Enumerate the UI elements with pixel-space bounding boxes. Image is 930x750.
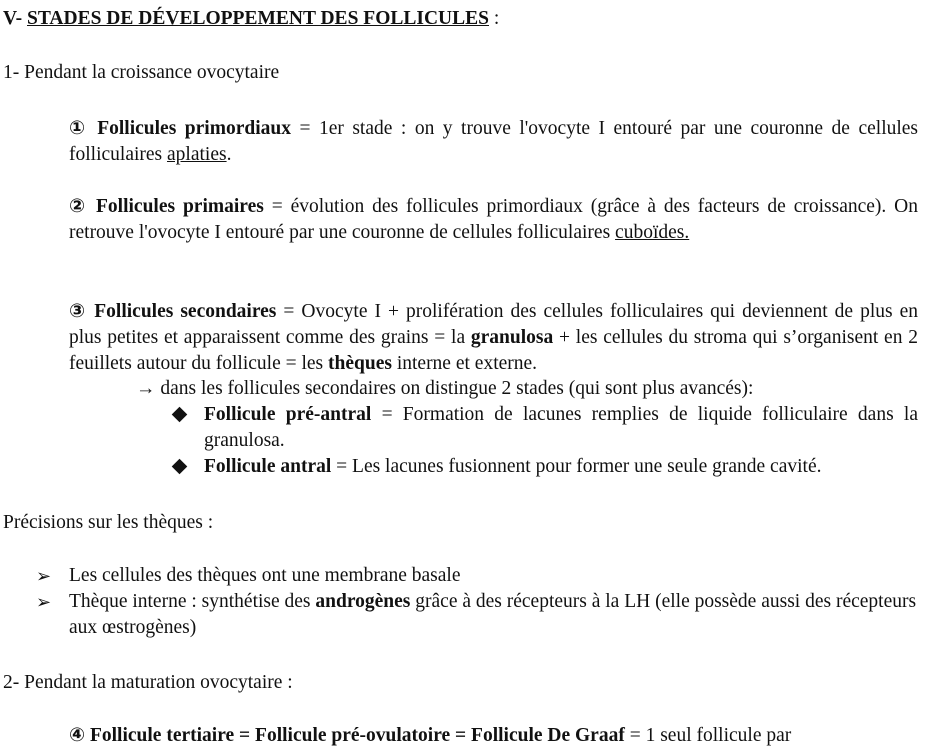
follicle-secondary-text-b: + les cellules du stroma qui s’organisent en 2 feuillets autour du follicule = les	[69, 327, 918, 374]
stage-antral-text: = Les lacunes fusionnent pour former une seule grande cavité.	[331, 456, 822, 477]
follicle-primordial-paragraph	[69, 115, 918, 168]
stage-preantral-text: = Formation de lacunes remplies de liquide folliculaire dans la granulosa.	[204, 404, 918, 451]
period: .	[226, 144, 232, 165]
stage-preantral-term: Follicule pré-antral	[204, 404, 372, 425]
part1-heading: 1- Pendant la croissance ovocytaire	[3, 62, 280, 83]
stage-antral	[204, 454, 821, 480]
follicle-primary-text: = évolution des follicules primordiaux (grâce à des facteurs de croissance). On retrouve l'ovocyte I entouré par une couronne de cellules folliculaires	[69, 196, 919, 243]
theques-heading: Précisions sur les thèques :	[3, 512, 214, 533]
section-title	[3, 6, 499, 32]
androgenes-term: androgènes	[315, 591, 411, 612]
theques-bullet-2-text-a: Thèque interne : synthétise des	[69, 591, 316, 612]
follicle-secondary-paragraph	[69, 298, 918, 377]
section-title-text: STADES DE DÉVELOPPEMENT DES FOLLICULES	[27, 8, 489, 29]
theques-bullet-1: Les cellules des thèques ont une membrane basale	[69, 565, 461, 586]
theques-bullet-2	[69, 589, 918, 641]
secondary-stages-intro: → dans les follicules secondaires on distingue 2 stades (qui sont plus avancés):	[136, 378, 754, 399]
part2-heading: 2- Pendant la maturation ovocytaire :	[3, 672, 293, 693]
follicle-tertiary-term: Follicule tertiaire = Follicule pré-ovulatoire = Follicule De Graaf	[85, 725, 625, 746]
diamond-bullet-icon	[172, 459, 188, 475]
follicle-primordial-underlined: aplaties	[167, 144, 227, 165]
number-1-icon: ①	[69, 117, 89, 139]
follicle-tertiary-text: = 1 seul follicule par	[624, 725, 792, 746]
arrowhead-bullet-icon: ➢	[36, 592, 52, 613]
stage-preantral	[204, 402, 918, 454]
granulosa-term: granulosa	[470, 327, 554, 348]
follicle-primary-underlined: cuboïdes.	[615, 222, 690, 243]
follicle-primary-paragraph	[69, 193, 918, 246]
follicle-primordial-text: = 1er stade : on y trouve l'ovocyte I entouré par une couronne de cellules folliculaires	[69, 118, 919, 165]
follicle-secondary-term: Follicules secondaires	[87, 301, 277, 322]
follicle-primary-term: Follicules primaires	[88, 196, 264, 217]
number-2-icon: ②	[69, 195, 89, 217]
stage-antral-term: Follicule antral	[204, 456, 332, 477]
theques-bullet-2-text-b: grâce à des récepteurs à la LH (elle possède aussi des récepteurs aux œstrogènes)	[69, 591, 917, 638]
follicle-tertiary-paragraph	[69, 722, 791, 749]
section-prefix: V-	[3, 8, 28, 29]
number-3-icon: ③	[69, 300, 88, 322]
number-4-icon: ④	[69, 724, 86, 746]
diamond-bullet-icon	[172, 407, 188, 423]
follicle-secondary-text-c: interne et externe.	[391, 353, 538, 374]
follicle-primordial-term: Follicules primordiaux	[88, 118, 291, 139]
arrowhead-bullet-icon: ➢	[36, 566, 52, 587]
section-suffix: :	[489, 8, 500, 29]
follicle-secondary-text-a: = Ovocyte I + prolifération des cellules folliculaires qui deviennent de plus en plus petites et apparaissent comme des grains = la	[69, 301, 918, 348]
theques-term: thèques	[328, 353, 392, 374]
